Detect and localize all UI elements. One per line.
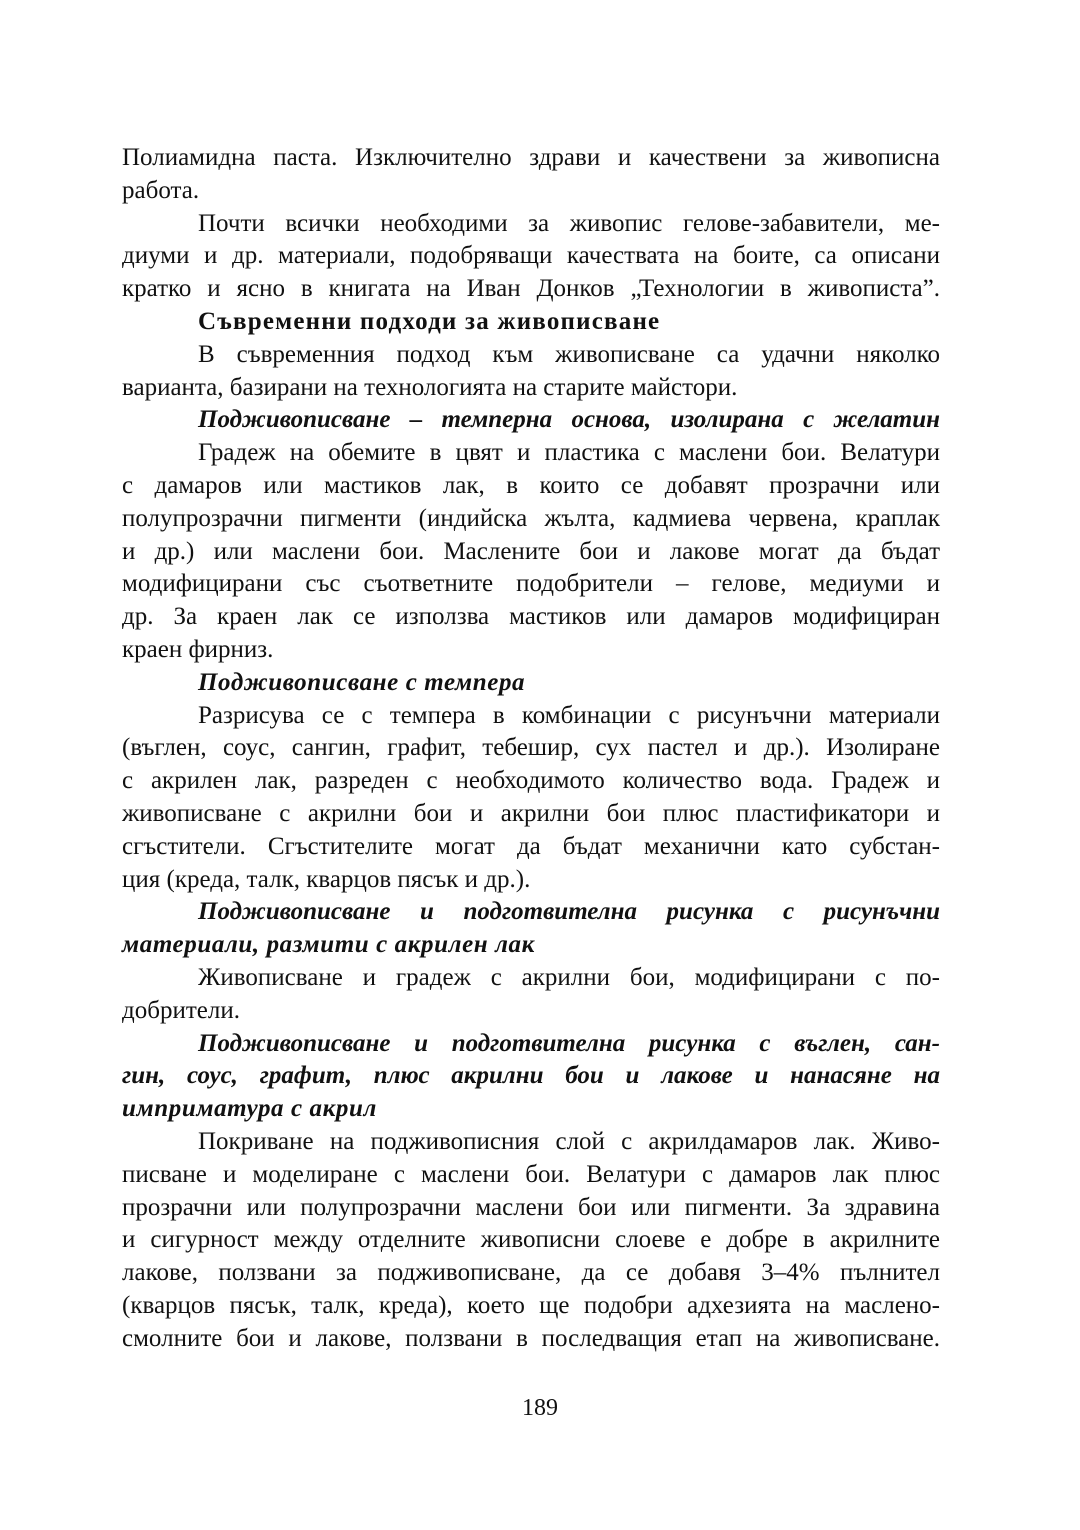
text-line: В съвременния подход към живописване са удачни няколко [198,340,940,368]
text-line: Разрисува се с темпера в комбинации с рисунъчни материали [198,701,940,729]
subsection-heading: Подживописване – темперна основа, изолирана с желатин [198,406,940,434]
text-line: смолните бои и лакове, ползвани в последващия етап на живописване. [122,1324,940,1352]
text-line: Почти всички необходими за живопис гелове-забавители, ме- [198,209,940,237]
text-line: (въглен, соус, сангин, графит, тебешир, сух пастел и др.). Изолиране [122,734,940,762]
text-line: и сигурност между отделните живописни слоеве е добре в акрилните [122,1226,940,1254]
text-line: с акрилен лак, разреден с необходимото количество вода. Градеж и [122,767,940,795]
page-body [122,142,940,1355]
subsection-heading: Подживописване с темпера [198,668,526,696]
text-line: Полиамидна паста. Изключително здрави и качествени за живописна [122,144,940,171]
text-line: краен фирниз. [122,635,274,663]
subsection-heading: Подживописване и подготвителна рисунка с рисунъчни [198,898,940,926]
subsection-heading: Подживописване и подготвителна рисунка с въглен, сан- [198,1029,940,1057]
text-line: лакове, ползвани за подживописване, да се добавя 3–4% пълнител [122,1259,940,1287]
subsection-heading: имприматура с акрил [122,1095,377,1123]
text-line: прозрачни или полупрозрачни маслени бои или пигменти. За здравина [122,1193,940,1221]
text-line: варианта, базирани на технологията на старите майстори. [122,373,738,401]
text-line: работа. [122,176,200,204]
text-line: модифицирани със съответните подобрители – гелове, медиуми и [122,570,940,598]
text-line: писване и моделиране с маслени бои. Велатури с дамаров лак плюс [122,1160,940,1188]
text-line: и др.) или маслени бои. Маслените бои и лакове могат да бъдат [122,537,940,565]
text-line: диуми и др. материали, подобряващи качествата на боите, са описани [122,242,940,270]
text-line: с дамаров или мастиков лак, в които се добавят прозрачни или [122,471,940,499]
text-line: Градеж на обемите в цвят и пластика с маслени бои. Велатури [198,439,940,467]
text-line: др. За краен лак се използва мастиков или дамаров модифициран [122,603,940,631]
text-line: живописване с акрилни бои и акрилни бои плюс пластификатори и [122,799,940,827]
text-line: кратко и ясно в книгата на Иван Донков „Технологии в живописта”. [122,275,940,303]
subsection-heading: материали, размити с акрилен лак [122,931,535,959]
text-line: сгъстители. Сгъстителите могат да бъдат механични като субстан- [122,832,940,860]
text-line: Покриване на подживописния слой с акрилдамаров лак. Живо- [198,1127,940,1155]
page-number: 189 [522,1395,558,1421]
text-line: добрители. [122,996,240,1024]
text-line: полупрозрачни пигменти (индийска жълта, кадмиева червена, краплак [122,504,940,532]
subsection-heading: гин, соус, графит, плюс акрилни бои и лакове и нанасяне на [122,1062,940,1090]
section-heading: Съвременни подходи за живописване [198,307,661,335]
text-line: (кварцов пясък, талк, креда), което ще подобри адхезията на маслено- [122,1291,940,1319]
text-line: Живописване и градеж с акрилни бои, модифицирани с по- [198,963,940,991]
text-line: ция (креда, талк, кварцов пясък и др.). [122,865,531,893]
